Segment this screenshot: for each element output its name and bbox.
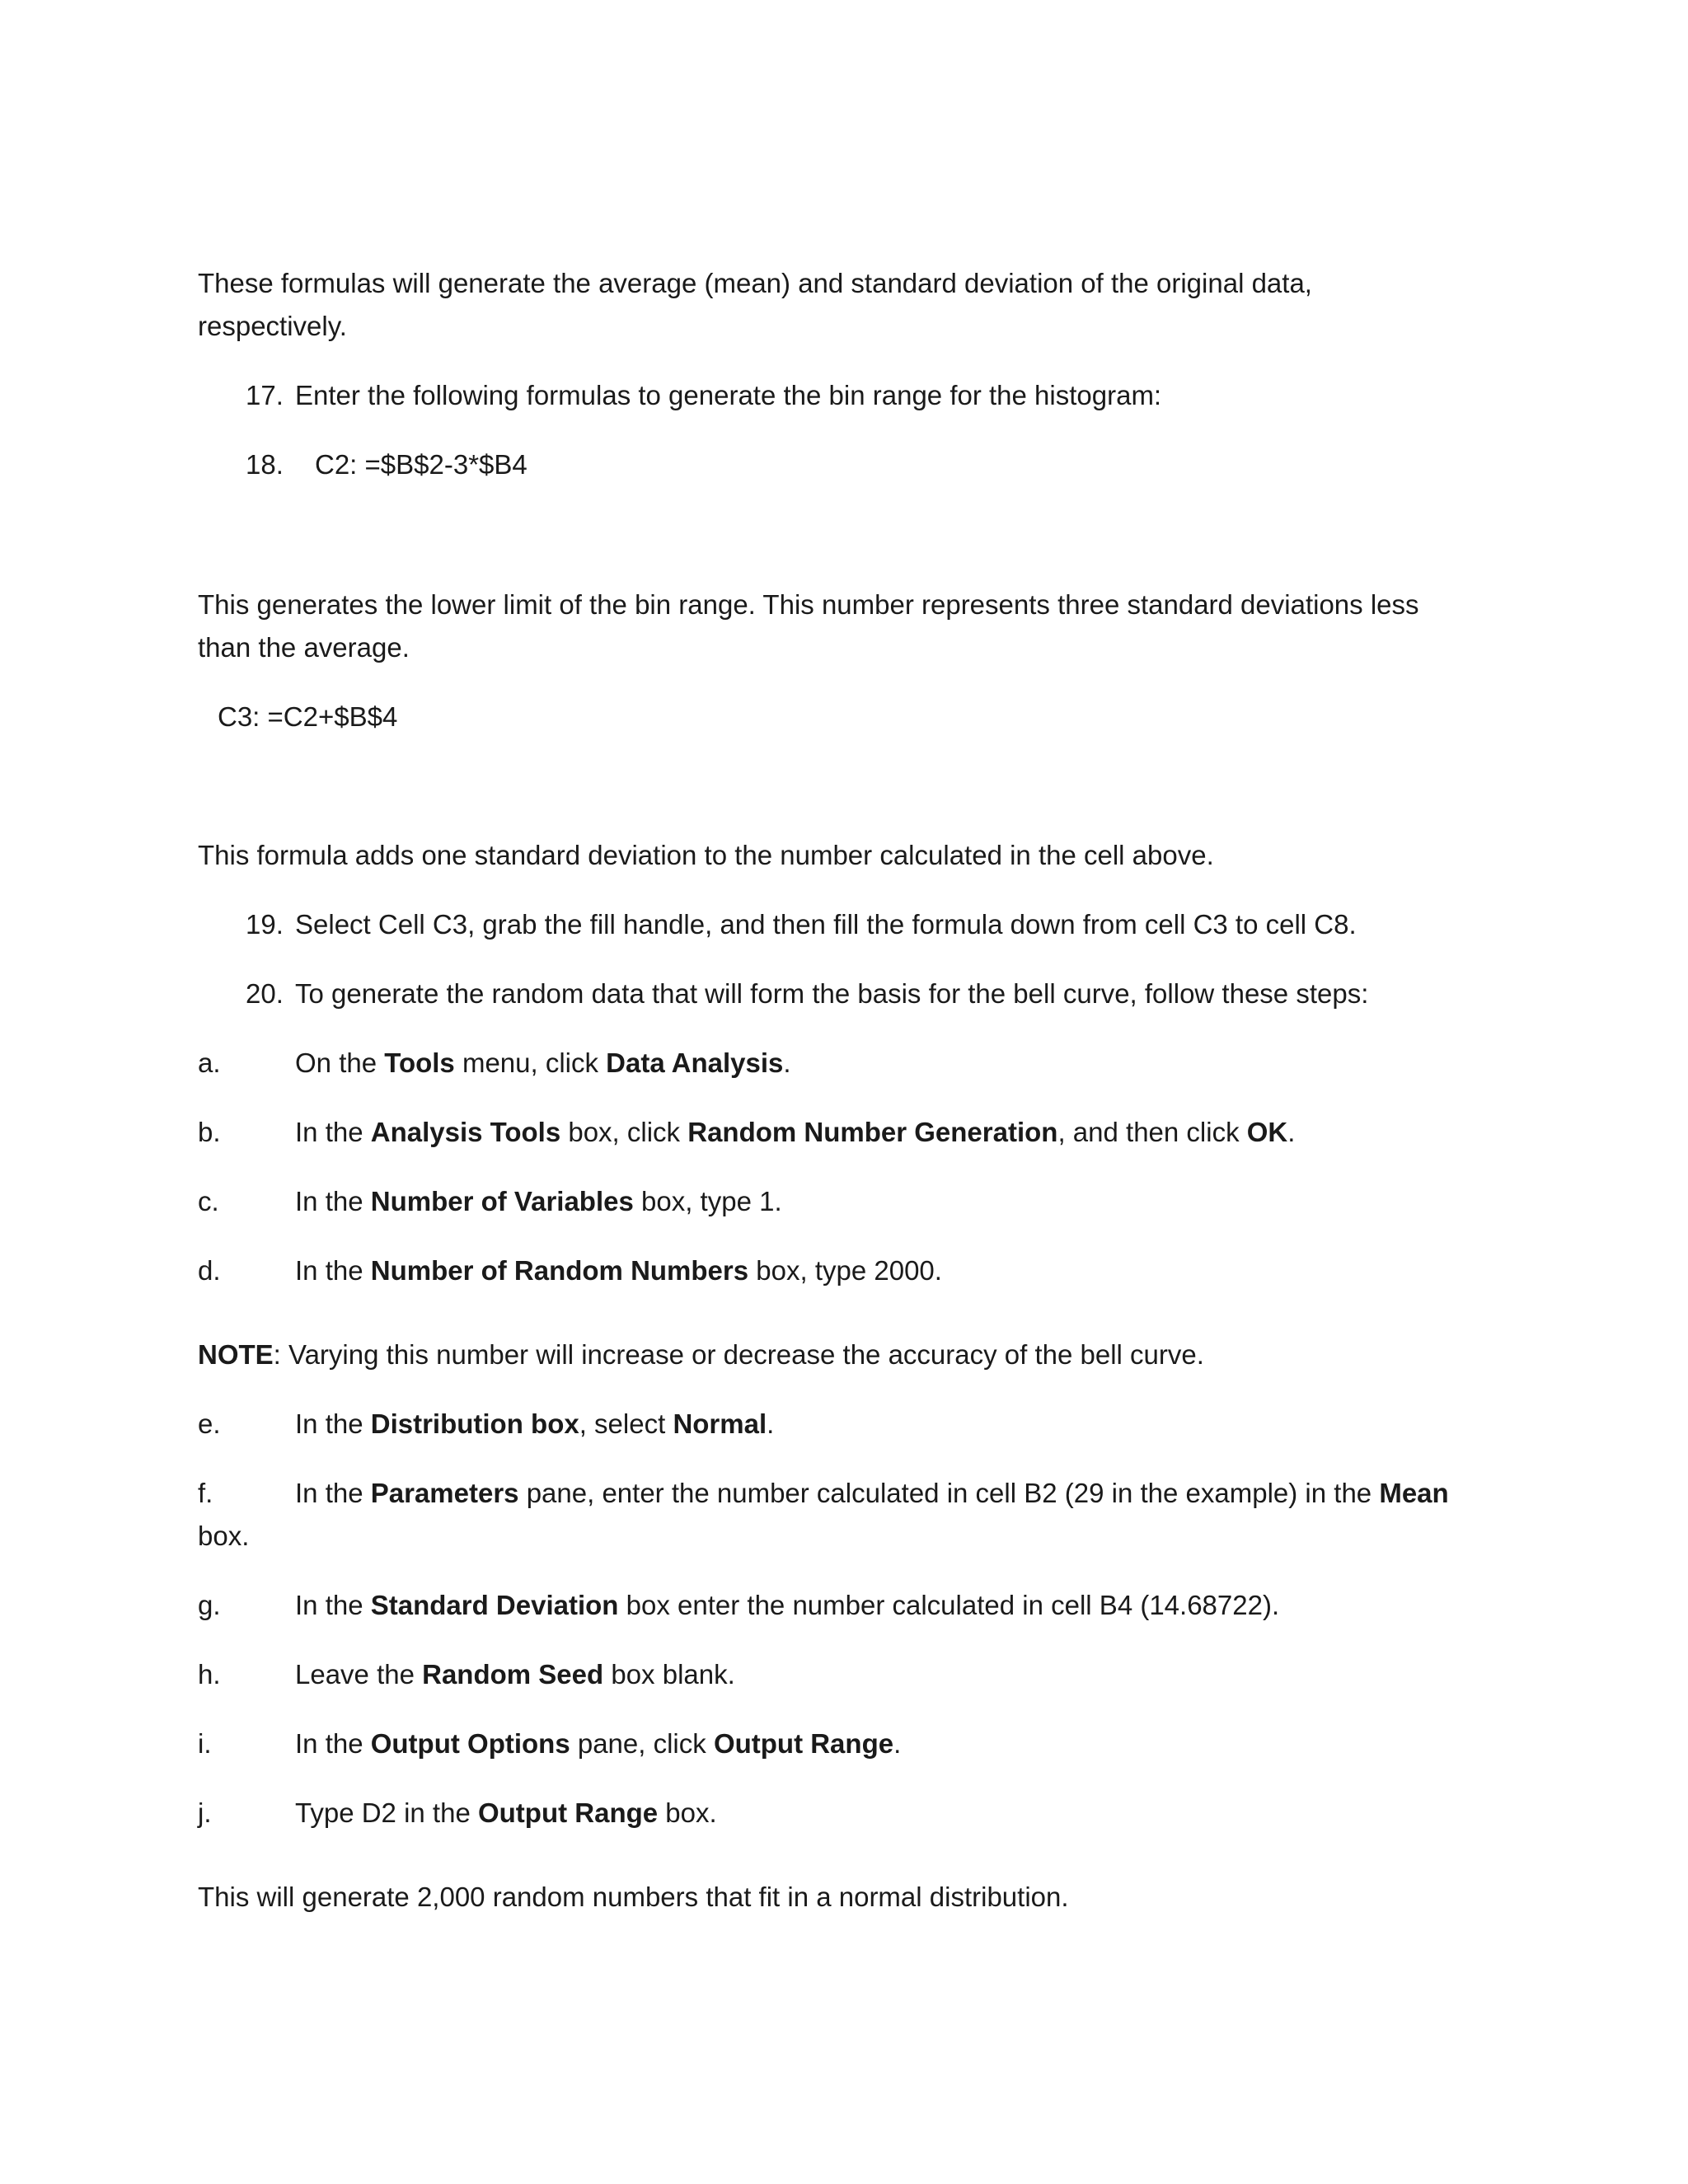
- substep-text: In the Analysis Tools box, click Random Number Generation, and then click OK.: [295, 1117, 1296, 1147]
- substep-letter: g.: [198, 1590, 221, 1620]
- substep-text: In the Parameters pane, enter the number calculated in cell B2 (29 in the example) in the Mean: [295, 1478, 1449, 1508]
- step-number: 18.: [246, 449, 284, 480]
- step-number: 17.: [246, 380, 284, 410]
- substep-text: In the Distribution box, select Normal.: [295, 1408, 775, 1439]
- substep-letter: e.: [198, 1408, 221, 1439]
- closing-paragraph: This will generate 2,000 random numbers that fit in a normal distribution.: [198, 1882, 1069, 1912]
- substep-f-wrap: box.: [198, 1521, 250, 1551]
- intro-line-2: respectively.: [198, 311, 347, 341]
- step-number: 20.: [246, 978, 284, 1009]
- substep-letter: i.: [198, 1728, 212, 1759]
- adds-std-dev-paragraph: This formula adds one standard deviation to the number calculated in the cell above.: [198, 840, 1214, 870]
- step-text: Enter the following formulas to generate the bin range for the histogram:: [295, 380, 1162, 410]
- substep-text: In the Number of Random Numbers box, type 2000.: [295, 1255, 942, 1286]
- formula-c2: C2: =$B$2-3*$B4: [315, 449, 528, 480]
- substep-text: On the Tools menu, click Data Analysis.: [295, 1047, 791, 1078]
- substep-text: In the Output Options pane, click Output Range.: [295, 1728, 902, 1759]
- formula-c3: C3: =C2+$B$4: [218, 701, 398, 732]
- substep-letter: b.: [198, 1117, 221, 1147]
- substep-letter: d.: [198, 1255, 221, 1286]
- substep-letter: c.: [198, 1186, 219, 1216]
- lower-limit-line-2: than the average.: [198, 632, 410, 663]
- substep-letter: j.: [198, 1797, 212, 1828]
- substep-text: Type D2 in the Output Range box.: [295, 1797, 717, 1828]
- substep-letter: f.: [198, 1478, 213, 1508]
- substep-text: In the Standard Deviation box enter the number calculated in cell B4 (14.68722).: [295, 1590, 1280, 1620]
- note-paragraph: NOTE: Varying this number will increase or decrease the accuracy of the bell curve.: [198, 1339, 1204, 1370]
- step-text: To generate the random data that will form the basis for the bell curve, follow these steps:: [295, 978, 1369, 1009]
- substep-text: Leave the Random Seed box blank.: [295, 1659, 735, 1690]
- step-text: Select Cell C3, grab the fill handle, and then fill the formula down from cell C3 to cell C8.: [295, 909, 1357, 940]
- lower-limit-line-1: This generates the lower limit of the bin range. This number represents three standard deviations less: [198, 589, 1419, 620]
- step-number: 19.: [246, 909, 284, 940]
- substep-text: In the Number of Variables box, type 1.: [295, 1186, 782, 1216]
- note-label: NOTE: [198, 1339, 274, 1370]
- substep-letter: a.: [198, 1047, 221, 1078]
- substep-letter: h.: [198, 1659, 221, 1690]
- intro-line-1: These formulas will generate the average (mean) and standard deviation of the original data,: [198, 268, 1312, 298]
